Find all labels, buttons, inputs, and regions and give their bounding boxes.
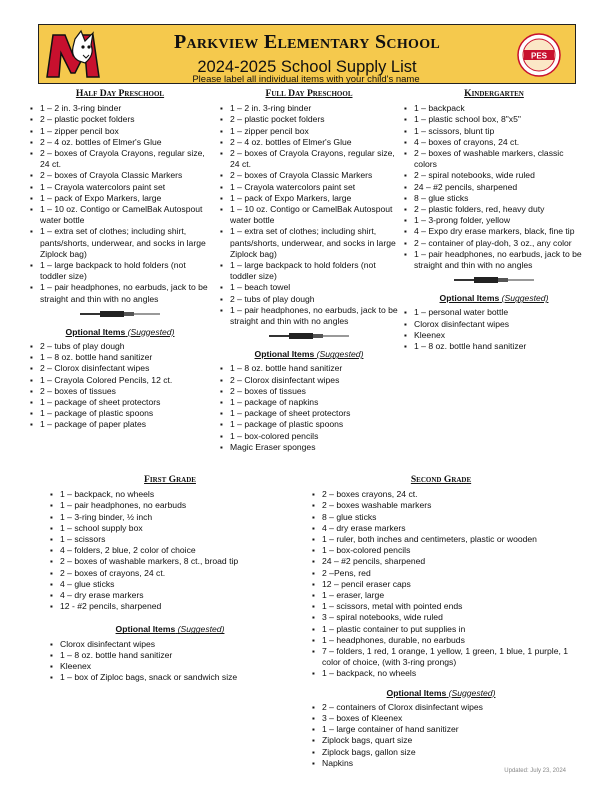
list-item: ▪ 1 – ruler, both inches and centimeters, plastic or wooden [312, 534, 570, 545]
list-item: ▪ 1 – pack of Expo Markers, large [30, 193, 210, 204]
list-item: ▪ 1 – scissors, blunt tip [404, 126, 584, 137]
list-item: ▪ 1 – package of plastic spoons [30, 408, 210, 419]
list-item: ▪ 1 – headphones, durable, no earbuds [312, 635, 570, 646]
list-item: ▪ 1 – pair headphones, no earbuds, jack to be straight and thin with no angles [404, 249, 584, 271]
headphone-jack-icon [80, 309, 160, 319]
list-item: ▪ 1 – pair headphones, no earbuds, jack to be straight and thin with no angles [220, 305, 398, 327]
list-item: ▪ 1 – zipper pencil box [30, 126, 210, 137]
list-item: ▪ 3 – spiral notebooks, wide ruled [312, 612, 570, 623]
list-item: ▪ 2 – tubs of play dough [220, 294, 398, 305]
list-item: ▪ 1 – box-colored pencils [220, 431, 398, 442]
list-item: ▪ 2 – boxes of washable markers, 8 ct., broad tip [50, 556, 290, 567]
list-item: ▪ 2 – boxes crayons, 24 ct. [312, 489, 570, 500]
list-item: ▪ 1 – large backpack to hold folders (not toddler size) [220, 260, 398, 282]
list-item: ▪ 1 – 8 oz. bottle hand sanitizer [220, 363, 398, 374]
list-item: ▪ 3 – boxes of Kleenex [312, 713, 570, 724]
list-item: ▪ 2 – plastic pocket folders [220, 114, 398, 125]
list-item: ▪ 1 – scissors [50, 534, 290, 545]
list-item: ▪ 2 – boxes of Crayola Crayons, regular size, 24 ct. [30, 148, 210, 170]
list-item: ▪ 1 – 2 in. 3-ring binder [220, 103, 398, 114]
first-grade-list [50, 489, 290, 612]
list-item: ▪ 1 – Crayola Colored Pencils, 12 ct. [30, 375, 210, 386]
list-item: ▪ 1 – extra set of clothes; including shirt, pants/shorts, underwear, and socks in large Ziplock bag) [30, 226, 210, 260]
second-grade-heading: Second Grade [410, 474, 472, 485]
label-note: Please label all individual items with your child's name [192, 74, 420, 85]
list-item: ▪ 4 – dry erase markers [312, 523, 570, 534]
list-item: ▪ 2 – boxes washable markers [312, 500, 570, 511]
headphone-jack-icon [269, 331, 349, 341]
list-item: ▪ 2 – boxes of washable markers, classic colors [404, 148, 584, 170]
list-item: ▪ 1 – package of napkins [220, 397, 398, 408]
list-item: ▪ 8 – glue sticks [312, 512, 570, 523]
second-grade-optional-list [312, 702, 570, 769]
list-item: ▪ Magic Eraser sponges [220, 442, 398, 453]
list-item: ▪ 1 – box-colored pencils [312, 545, 570, 556]
half-day-list [30, 103, 210, 305]
list-item: ▪ 1 – package of paper plates [30, 419, 210, 430]
list-item: ▪ 1 – 8 oz. bottle hand sanitizer [30, 352, 210, 363]
list-item: ▪ Napkins [312, 758, 570, 769]
list-item: ▪ 1 – 10 oz. Contigo or CamelBak Autospout water bottle [220, 204, 398, 226]
list-item: ▪ 1 – plastic school box, 8"x5" [404, 114, 584, 125]
list-item: ▪ 2 – spiral notebooks, wide ruled [404, 170, 584, 181]
first-grade-optional-list [50, 639, 290, 684]
list-item: ▪ 1 – package of sheet protectors [30, 397, 210, 408]
list-item: ▪ 1 – 8 oz. bottle hand sanitizer [50, 650, 290, 661]
list-item: ▪ 1 – package of plastic spoons [220, 419, 398, 430]
list-item: ▪ 1 – 10 oz. Contigo or CamelBak Autospout water bottle [30, 204, 210, 226]
list-item: ▪ 1 – zipper pencil box [220, 126, 398, 137]
list-item: ▪ 1 – Crayola watercolors paint set [30, 182, 210, 193]
list-item: ▪ 1 – backpack, no wheels [50, 489, 290, 500]
list-item: ▪ 1 – pair headphones, no earbuds [50, 500, 290, 511]
list-item: ▪ 1 – 3-prong folder, yellow [404, 215, 584, 226]
full-day-optional-list [220, 363, 398, 453]
list-item: ▪ 4 – glue sticks [50, 579, 290, 590]
list-item: ▪ 4 – folders, 2 blue, 2 color of choice [50, 545, 290, 556]
list-item: ▪ 1 – extra set of clothes; including shirt, pants/shorts, underwear, and socks in large Ziplock bag) [220, 226, 398, 260]
first-grade-heading: First Grade [144, 474, 196, 485]
half-day-optional-list [30, 341, 210, 431]
list-item: ▪ 1 – backpack [404, 103, 584, 114]
list-item: ▪ 2 – 4 oz. bottles of Elmer's Glue [220, 137, 398, 148]
list-item: ▪ 2 – boxes of crayons, 24 ct. [50, 568, 290, 579]
list-item: ▪ 1 – large backpack to hold folders (not toddler size) [30, 260, 210, 282]
list-item: ▪ 1 – 8 oz. bottle hand sanitizer [404, 341, 584, 352]
list-item: ▪ 2 – container of play-doh, 3 oz., any color [404, 238, 584, 249]
list-item: ▪ 1 – plastic container to put supplies in [312, 624, 570, 635]
updated-date: Updated: July 23, 2024 [504, 768, 566, 774]
list-item: ▪ 4 – Expo dry erase markers, black, fine tip [404, 226, 584, 237]
list-item: ▪ 1 – beach towel [220, 282, 398, 293]
optional-items-heading: Optional Items (Suggested) [439, 293, 549, 304]
headphone-jack-icon [454, 275, 534, 285]
list-item: ▪ Ziplock bags, quart size [312, 735, 570, 746]
list-item: ▪ 2 – 4 oz. bottles of Elmer's Glue [30, 137, 210, 148]
list-item: ▪ 2 – plastic folders, red, heavy duty [404, 204, 584, 215]
list-item: ▪ 2 – boxes of tissues [220, 386, 398, 397]
list-item: ▪ 1 – backpack, no wheels [312, 668, 570, 679]
optional-items-heading: Optional Items (Suggested) [115, 624, 225, 635]
list-item: ▪ Clorox disinfectant wipes [404, 319, 584, 330]
kindergarten-heading: Kindergarten [464, 88, 524, 99]
list-item: ▪ 2 – boxes of Crayola Classic Markers [220, 170, 398, 181]
school-name: Parkview Elementary School [173, 31, 441, 53]
list-item: ▪ 1 – package of sheet protectors [220, 408, 398, 419]
list-item: ▪ 4 – boxes of crayons, 24 ct. [404, 137, 584, 148]
list-item: ▪ 8 – glue sticks [404, 193, 584, 204]
full-day-heading: Full Day Preschool [265, 88, 353, 99]
full-day-preschool-section [220, 88, 398, 453]
list-item: ▪ 12 - #2 pencils, sharpened [50, 601, 290, 612]
list-item: ▪ 1 – eraser, large [312, 590, 570, 601]
list-item: ▪ 2 – boxes of Crayola Classic Markers [30, 170, 210, 181]
list-year-title: 2024-2025 School Supply List [197, 58, 417, 76]
list-item: ▪ 1 – personal water bottle [404, 307, 584, 318]
list-item: ▪ 1 – 2 in. 3-ring binder [30, 103, 210, 114]
list-item: ▪ 4 – dry erase markers [50, 590, 290, 601]
list-item: ▪ 1 – school supply box [50, 523, 290, 534]
list-item: ▪ 2 – boxes of Crayola Crayons, regular size, 24 ct. [220, 148, 398, 170]
list-item: ▪ 24 – #2 pencils, sharpened [404, 182, 584, 193]
list-item: ▪ Clorox disinfectant wipes [50, 639, 290, 650]
kindergarten-section [404, 88, 584, 352]
list-item: ▪ 2 – tubs of play dough [30, 341, 210, 352]
first-grade-section [50, 474, 290, 683]
seal-text: PES [530, 51, 548, 61]
half-day-heading: Half Day Preschool [75, 88, 165, 99]
list-item: ▪ 1 – pair headphones, no earbuds, jack to be straight and thin with no angles [30, 282, 210, 304]
list-item: ▪ 2 – Clorox disinfectant wipes [30, 363, 210, 374]
list-item: ▪ 12 – pencil eraser caps [312, 579, 570, 590]
list-item: ▪ Ziplock bags, gallon size [312, 747, 570, 758]
full-day-list [220, 103, 398, 327]
list-item: ▪ Kleenex [50, 661, 290, 672]
list-item: ▪ 2 – Clorox disinfectant wipes [220, 375, 398, 386]
optional-items-heading: Optional Items (Suggested) [65, 326, 175, 337]
list-item: ▪ Kleenex [404, 330, 584, 341]
list-item: ▪ 2 – plastic pocket folders [30, 114, 210, 125]
optional-items-heading: Optional Items (Suggested) [386, 687, 496, 698]
optional-items-heading: Optional Items (Suggested) [254, 349, 364, 360]
kindergarten-optional-list [404, 307, 584, 352]
list-item: ▪ 2 –Pens, red [312, 568, 570, 579]
second-grade-section [312, 474, 570, 769]
list-item: ▪ 2 – containers of Clorox disinfectant wipes [312, 702, 570, 713]
list-item: ▪ 24 – #2 pencils, sharpened [312, 556, 570, 567]
list-item: ▪ 1 – large container of hand sanitizer [312, 724, 570, 735]
school-seal-icon [517, 33, 561, 77]
list-item: ▪ 1 – scissors, metal with pointed ends [312, 601, 570, 612]
second-grade-list [312, 489, 570, 679]
list-item: ▪ 1 – box of Ziploc bags, snack or sandwich size [50, 672, 290, 683]
kindergarten-list [404, 103, 584, 271]
list-item: ▪ 7 – folders, 1 red, 1 orange, 1 yellow, 1 green, 1 blue, 1 purple, 1 color of choice, (with 3-ring prongs) [312, 646, 570, 668]
half-day-preschool-section [30, 88, 210, 431]
list-item: ▪ 1 – Crayola watercolors paint set [220, 182, 398, 193]
list-item: ▪ 2 – boxes of tissues [30, 386, 210, 397]
list-item: ▪ 1 – pack of Expo Markers, large [220, 193, 398, 204]
list-item: ▪ 1 – 3-ring binder, ½ inch [50, 512, 290, 523]
